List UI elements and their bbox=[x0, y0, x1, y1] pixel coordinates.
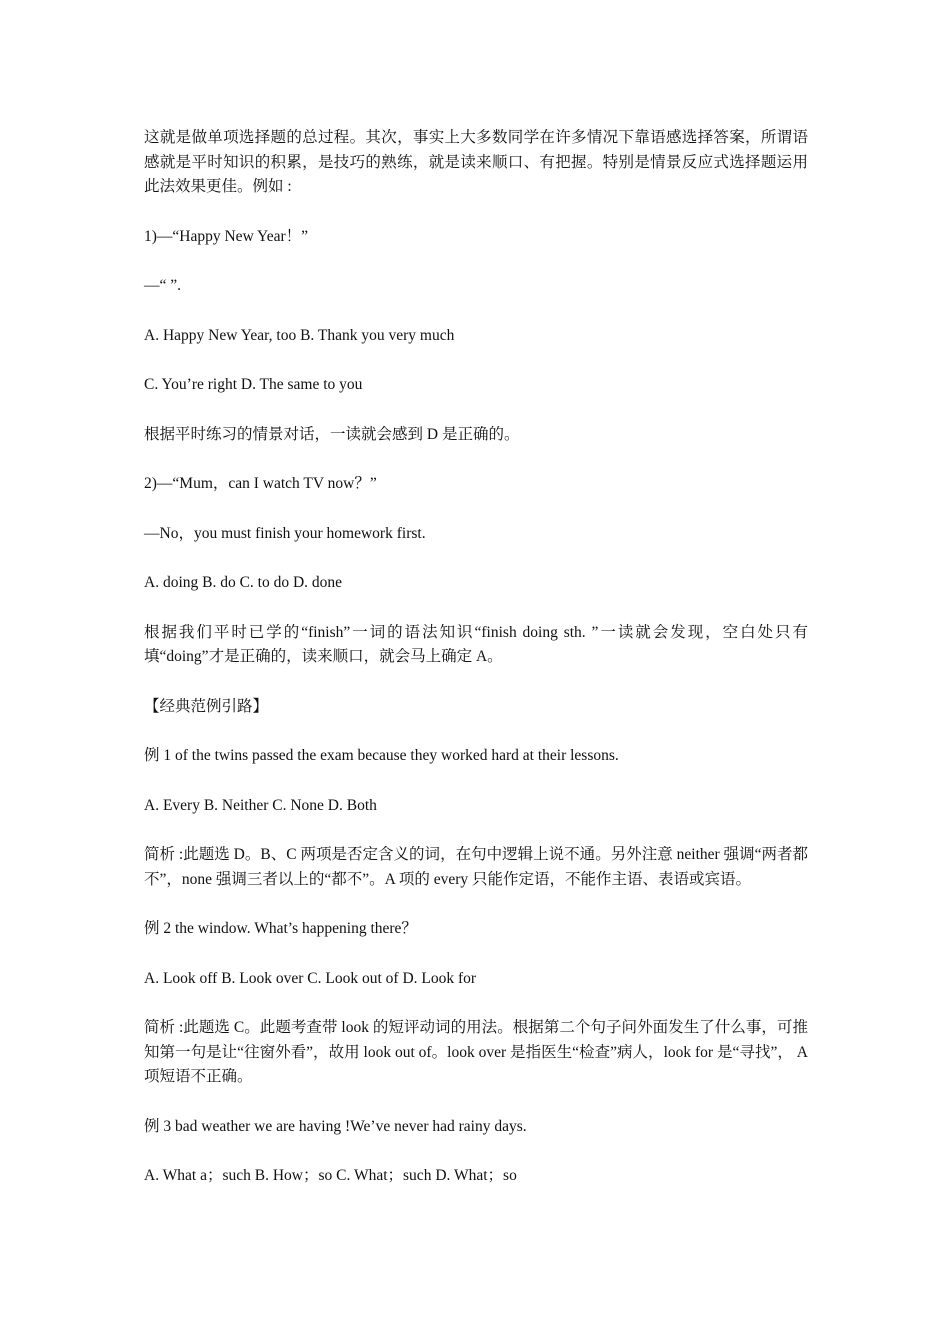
example-2-reply: —No，you must finish your homework first. bbox=[144, 524, 426, 542]
case-1-analysis: 简析 :此题选 D。B、C 两项是否定含义的词，在句中逻辑上说不通。另外注意 neither 强调“两者都不”，none 强调三者以上的“都不”。A 项的 every 只能作定语，不能作主语、表语或宾语。 bbox=[144, 846, 808, 888]
case-1-question: 例 1 of the twins passed the exam because they worked hard at their lessons. bbox=[144, 747, 619, 764]
intro-paragraph: 这就是做单项选择题的总过程。其次，事实上大多数同学在许多情况下靠语感选择答案，所谓语感就是平时知识的积累，是技巧的熟练，就是读来顺口、有把握。特别是情景反应式选择题运用此法效果更佳。例如 : bbox=[144, 129, 808, 195]
example-1-options-ab: A. Happy New Year, too B. Thank you very much bbox=[144, 326, 455, 344]
example-1-reply: —“ ”. bbox=[144, 277, 182, 294]
example-2-question: 2)—“Mum，can I watch TV now？” bbox=[144, 475, 377, 492]
case-2-question: 例 2 the window. What’s happening there？ bbox=[144, 920, 417, 937]
document-page bbox=[144, 126, 808, 1214]
example-1-options-cd: C. You’re right D. The same to you bbox=[144, 376, 363, 393]
section-heading: 【经典范例引路】 bbox=[144, 697, 269, 715]
example-2-explanation: 根据我们平时已学的“finish”一词的语法知识“finish doing sth. ”一读就会发现，空白处只有填“doing”才是正确的，读来顺口，就会马上确定 A。 bbox=[144, 623, 808, 665]
case-2-options: A. Look off B. Look over C. Look out of D. Look for bbox=[144, 969, 477, 987]
example-2-options: A. doing B. do C. to do D. done bbox=[144, 574, 343, 591]
example-1-explanation: 根据平时练习的情景对话，一读就会感到 D 是正确的。 bbox=[144, 425, 520, 443]
case-1-options: A. Every B. Neither C. None D. Both bbox=[144, 796, 377, 814]
example-1-question: 1)—“Happy New Year！” bbox=[144, 227, 308, 245]
case-2-analysis: 简析 :此题选 C。此题考查带 look 的短评动词的用法。根据第二个句子问外面发生了什么事，可推知第一句是让“往窗外看”，故用 look out of。look over 是指医生“检查”病人，look for 是“寻找”， A 项短语不正确。 bbox=[144, 1019, 808, 1085]
case-3-options: A. What a；such B. How；so C. What；such D. What；so bbox=[144, 1167, 517, 1184]
case-3-question: 例 3 bad weather we are having !We’ve never had rainy days. bbox=[144, 1117, 527, 1135]
